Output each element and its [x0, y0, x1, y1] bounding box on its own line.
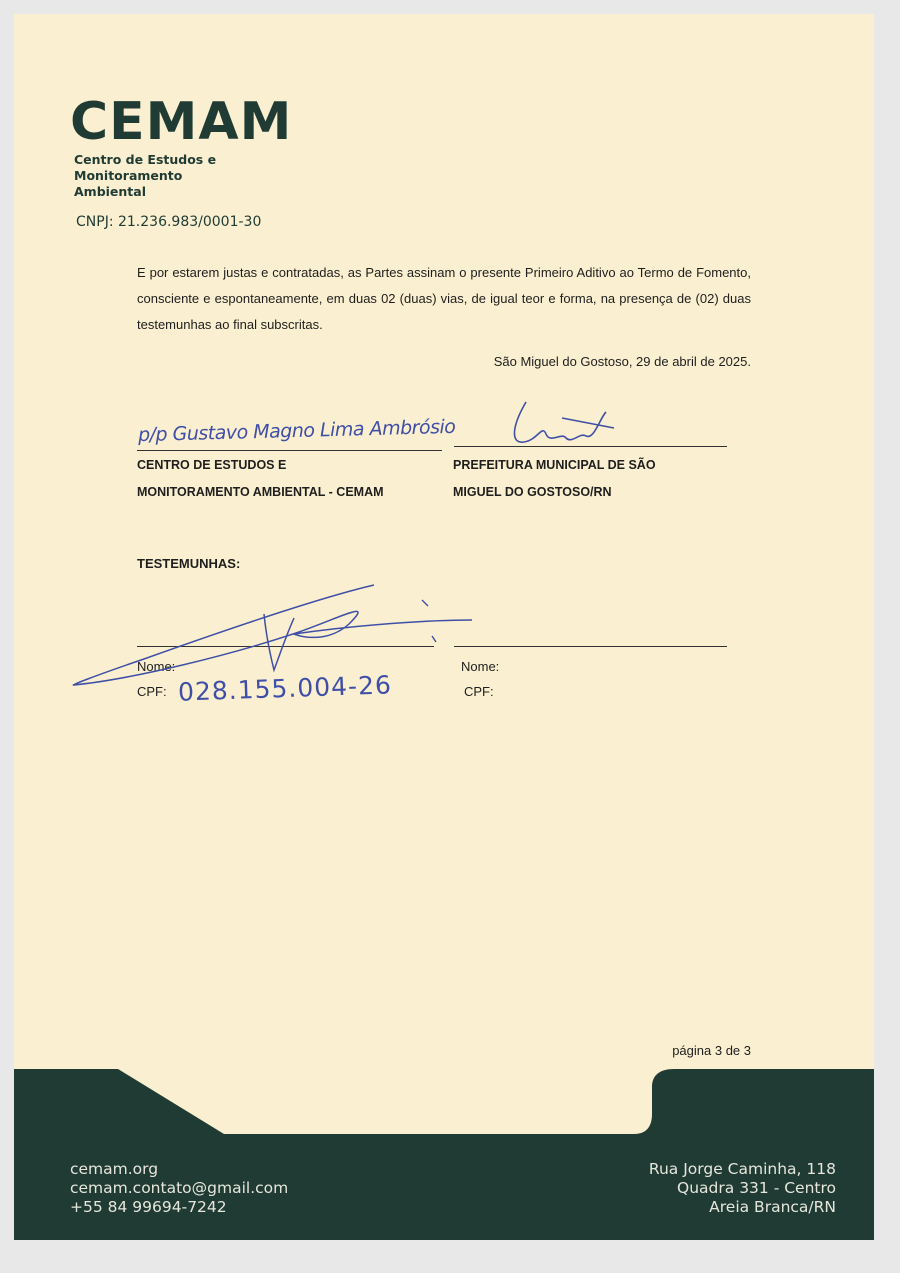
witness-right-cpf-label: CPF: [464, 684, 494, 699]
witness-left-name-label: Nome: [137, 659, 176, 674]
page-number: página 3 de 3 [672, 1043, 751, 1058]
footer-email[interactable]: cemam.contato@gmail.com [70, 1179, 289, 1197]
footer-contacts [70, 1160, 288, 1217]
footer-website[interactable]: cemam.org [70, 1160, 159, 1178]
party-left [137, 452, 384, 506]
date-line: São Miguel do Gostoso, 29 de abril de 2025. [493, 354, 751, 369]
cemam-logo: CEMAM [70, 92, 293, 152]
footer-address-line: Quadra 331 - Centro [677, 1179, 836, 1197]
cnpj-text: CNPJ: 21.236.983/0001-30 [76, 214, 262, 230]
party-left-line1: CENTRO DE ESTUDOS E [137, 458, 287, 472]
witness-line-right [454, 646, 727, 647]
footer-phone: +55 84 99694-7242 [70, 1198, 227, 1216]
document-page [14, 14, 874, 1240]
witness-signature-marks [422, 600, 436, 642]
witnesses-title: TESTEMUNHAS: [137, 556, 241, 571]
signature-line-left [137, 450, 442, 451]
logo-subtitle-line: Ambiental [74, 184, 147, 199]
witness-right-name-label: Nome: [461, 659, 500, 674]
handwritten-cpf: 028.155.004-26 [177, 670, 393, 707]
witness-signature-v-stroke [264, 614, 294, 670]
party-left-line2: MONITORAMENTO AMBIENTAL - CEMAM [137, 485, 384, 499]
footer-address-line: Areia Branca/RN [709, 1198, 836, 1216]
footer-address [649, 1160, 836, 1217]
party-right-line1: PREFEITURA MUNICIPAL DE SÃO [453, 458, 656, 472]
witness-signature-stroke [73, 585, 472, 685]
body-paragraph: E por estarem justas e contratadas, as Partes assinam o presente Primeiro Aditivo ao Termo de Fomento, consciente e espontaneamente, em duas 02 (duas) vias, de igual teor e forma, na presença de (02) duas testemunhas ao final subscritas. [137, 265, 751, 332]
handwritten-signature-left: p/p Gustavo Magno Lima Ambrósio [137, 415, 456, 447]
footer-address-line: Rua Jorge Caminha, 118 [648, 1160, 836, 1178]
logo-subtitle [74, 152, 294, 200]
logo-subtitle-line: Monitoramento [74, 168, 183, 183]
signature-line-right [454, 446, 727, 447]
party-right-line2: MIGUEL DO GOSTOSO/RN [453, 485, 612, 499]
logo-subtitle-line: Centro de Estudos e [74, 152, 217, 167]
witness-line-left [137, 646, 434, 647]
signature-right-stroke [514, 402, 614, 442]
party-right [453, 452, 656, 506]
witness-left-cpf-label: CPF: [137, 684, 167, 699]
